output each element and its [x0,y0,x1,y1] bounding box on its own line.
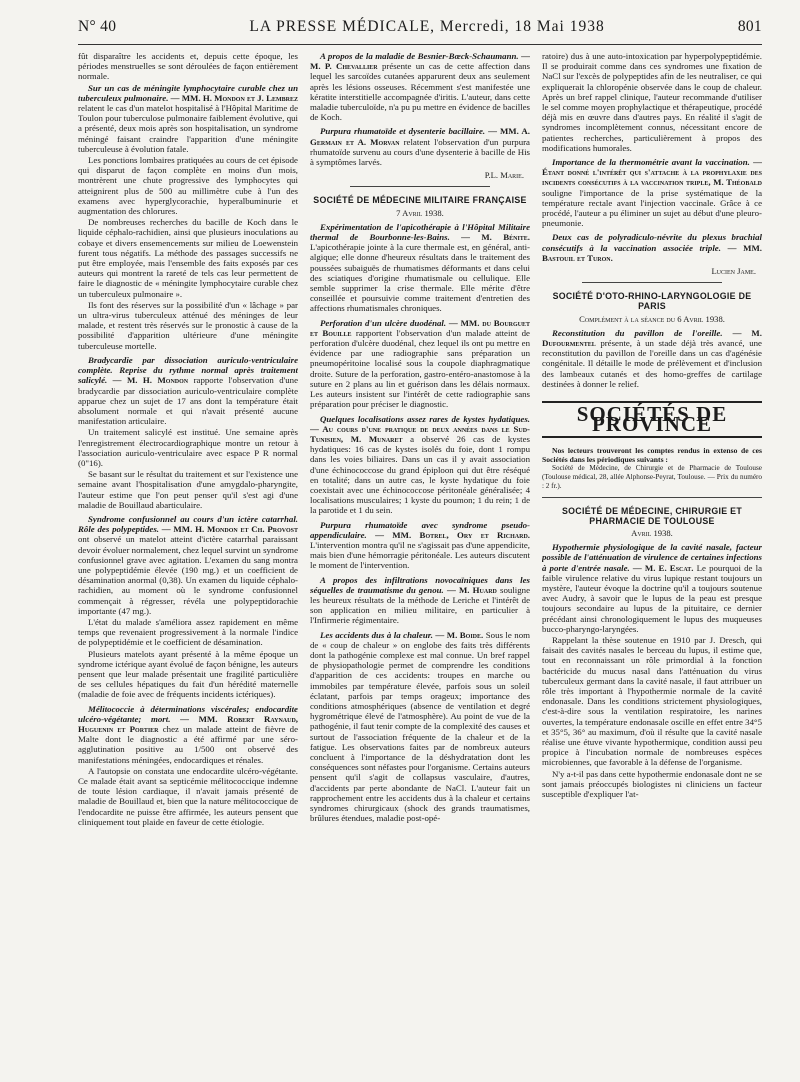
article-title: Les accidents dus à la chaleur. [320,629,433,640]
article-title: Reconstitution du pavillon de l'oreille. [552,327,723,338]
society-heading: SOCIÉTÉ D'OTO-RHINO-LARYNGOLOGIE DE PARIS [552,291,752,312]
society-heading: SOCIÉTÉ DE MÉDECINE MILITAIRE FRANÇAISE [313,195,527,206]
article-authors: — M. Huard [446,584,497,595]
article-authors: — M. E. Escat. [632,562,694,573]
paragraph: Rappelant la thèse soutenue en 1910 par J. Dresch, qui faisait des cavités nasales le berceau du lupus, il estime que, tout en reconnaissant un rôle primordial à la fonction bactéricide du mucus nasal dans l'atténuation du virus tuberculeux germant dans la cavité nasale, il faut attribuer un rôle très important à l'hypothermie normale de la cavité endonasale. Dans les conditions strictement physiologiques, c'est-à-dire sous la ventilation respiratoire, les narines ouvertes, la température endonasale oscille en effet entre 34°5 et 35°5, 36° au maximum, d'où il résulte que la cavité nasale réalise une étuve vivante hypothermique, condition aussi peu propice à l'incubation normale de nombreuses espèces microbiennes, que favorable à la défense de l'organisme. [542,634,762,768]
article-text: relatent l'observation d'un purpura rhumatoïde survenu au cours d'une dysenterie à bacille de His à symptômes larvés. [310,136,530,168]
article-title: Mélitococcie à déterminations viscérales; endocardite ulcéro-végétante; mort. [78,703,298,724]
columns [78,51,762,1077]
article-authors: — M. P. Chevallier [310,51,530,72]
article-authors: — Au cours d'une pratique de deux années dans le Sud-Tunisien, M. Munaret [310,423,530,444]
signature: P.L. Marie. [484,170,524,181]
article-authors: — MM. H. Mondon et Ch. Provost [161,524,298,535]
article-authors: — Étant donné l'intérêt qui s'attache à la prophylaxie des incidents consécutifs à la vaccination triple, M. Théobald [542,157,762,188]
divider [350,186,490,187]
article [542,542,762,634]
article-title: Sur un cas de méningite lymphocytaire curable chez un tuberculeux pulmonaire. [78,82,298,103]
column-2 [310,51,530,1077]
paragraph: Un traitement salicylé est institué. Une semaine après l'enregistrement électrocardiographique montre un retour à l'association auriculo-ventriculaire avec espace P R normal (0"16). [78,427,298,468]
article [310,575,530,626]
article-title: Purpura rhumatoïde avec syndrome pseudo-appendiculaire. [310,519,530,540]
column-3 [542,51,762,1077]
article [310,51,530,122]
article [310,318,530,410]
article-title: Hypothermie physiologique de la cavité nasale, facteur possible de l'atténuation de virulence de certaines infections à porte d'entrée nasale. [542,542,762,573]
article-text: relatent le cas d'un matelot hospitalisé à l'Hôpital Maritime de Toulon pour tuberculose pulmonaire faiblement évolutive, qui a présenté, deux mois après son hospitalisation, un syndrome méningé faisant craindre l'apparition d'une méningite tuberculeuse à évolution fatale. [78,103,298,154]
article-authors: — MM. Bastouil et Turon. [542,242,762,263]
article-text: rapporte l'observation d'une bradycardie par dissociation auriculo-ventriculaire complète apparue chez un sujet de 17 ans dont la température était absolument normale et qui n'avait présenté aucune manifestation articulaire. [78,375,298,427]
article-authors: — M. Boide. [435,629,484,640]
article [310,222,530,314]
article-authors: — MM. du Bourguet et Bouille [310,317,530,338]
paragraph: ratoire) dus à une auto-intoxication par hyperpolypeptidémie. Il se produirait comme dans ces syndromes une fixation de NaCl sur l'excès de polypeptides afin de les neutraliser, ce qui expliquerait la chloropénie observée dans le coup de chaleur. Après un bref rappel clinique, l'auteur recommande d'utiliser le sel comme moyen prophylactique et thérapeutique, procédé déjà mis en œuvre dans d'autres pays. En réalité il s'agit de syndromes incomplètement connus, nécessitant encore de patientes recherches, particulièrement à propos des modifications humorales. [542,51,762,153]
notice-text: Nos lecteurs trouveront les comptes rendus in extenso de ces Sociétés dans les périodiques suivants : [542,445,762,464]
article-text: a observé 26 cas de kystes hydatiques: 16 cas de kystes isolés du foie, dont 1 rompu dans les voies biliaires. Dans un cas il y avait association d'une échinococcose du grand épiploon qui dut être réséqué en totalité; dans un autre cas, le kyste hydatique du foie coexistait avec une échinococcose péritonéale généralisée; 4 localisations musculaires; 1 kyste du poumon; 1 du rein; 1 de la parotide et 1 du sein. [310,433,530,516]
article-authors: — M. H. Mondon [112,375,189,386]
divider [582,282,722,283]
page-number: 801 [737,18,762,35]
notice [542,446,762,491]
article-title: A propos des infiltrations novocaïniques dans les séquelles de traumatisme du genou. [310,574,530,595]
paragraph: Plusieurs matelots ayant présenté à la même époque un syndrome ictérique ayant évolué de façon bénigne, les auteurs pensent que leur malade présentait une fragilité particulière de ses cellules hépatiques du fait d'un hérédité maternelle (maladie de foie avec de fréquents incidents ictériques). [78,648,298,700]
article [78,514,298,616]
section-heading: SOCIÉTÉS DE PROVINCE [542,401,762,437]
article-title: Purpura rhumatoïde et dysenterie bacillaire. [320,126,486,137]
article [310,414,530,516]
session-date: Complément à la séance du 6 Avril 1938. [579,313,725,324]
issue-number: N° 40 [78,18,117,35]
notice-text: Société de Médecine, de Chirurgie et de Pharmacie de Toulouse (Toulouse médical, 28, allée Alphonse-Peyrat, Toulouse. — Prix du numéro : 2 fr.). [542,463,762,490]
article [78,83,298,154]
article-authors: — M. Dufourmentel [542,327,762,349]
article-text: souligne les heureux résultats de la méthode de Leriche et l'intérêt de son application en milieu militaire, en particulier à l'Infirmerie régimentaire. [310,584,530,626]
article-title: Syndrome confusionnel au cours d'un ictère catarrhal. Rôle des polypeptides. [78,513,298,535]
article-text: souligne l'importance de la prise systématique de la température rectale avant l'injection vaccinale. Grâce à ce procédé, l'auteur a pu éliminer un sujet au début d'une pleuro-pneumonie. [542,187,762,229]
article-text: ont observé un matelot atteint d'ictère catarrhal paraissant devoir évoluer normalement, chez lequel survint un syndrome confusionnel grave avec agitation. L'examen du sang montra une polypeptidémie élevée (190 mg.) et un coefficient de désamination anormal (0,38). Un examen du liquide céphalo-rachidien, au moment où le syndrome confusionnel commençait à régresser, révéla une polypeptidorachie importante (47 mg.). [78,534,298,616]
article [542,232,762,263]
article-title: Expérimentation de l'apicothérapie à l'Hôpital Militaire thermal de Bourbonne-les-Bains. [310,221,530,243]
session-date: 7 Avril 1938. [396,207,444,218]
article-title: Importance de la thermométrie avant la vaccination. [552,157,750,168]
article [310,520,530,571]
paragraph: N'y a-t-il pas dans cette hypothermie endonasale dont ne se sont jamais préoccupés biologistes ni cliniciens un facteur susceptible d'expliquer l'at- [542,768,762,799]
page-header [78,18,762,45]
article [542,328,762,389]
article-title: Deux cas de polyradiculo-névrite du plexus brachial consécutifs à la vaccination associée triple. [542,232,762,253]
article-text: présente un cas de cette affection dans lequel les sarcoïdes cutanées apparurent deux ans seulement après les lésions osseuses. Récemment s'est manifestée une kératite interstitielle accompagnée d'iritis. L'auteur, dans cette maladie tuberculoïde, n'a pu pu mettre en évidence de bacilles de Koch. [310,61,530,123]
divider [542,497,762,498]
article-authors: — M. Bénite. [461,232,530,243]
paragraph: Ils font des réserves sur la possibilité d'un « lâchage » par un ultra-virus tuberculeux atténué des méninges de leur malade, et restent très réservés sur le pronostic à cause de la possibilité d'apparition ultérieure d'une méningite tuberculeuse mortelle. [78,299,298,351]
article-text: présente, à un stade déjà très avancé, une reconstitution du pavillon de l'oreille dans un cas d'agénésie congénitale. Il détaille le mode de prélèvement et d'inclusion des lambeaux cutanés et des homo-greffes de cartilage destinées à donner le relief. [542,338,762,389]
paragraph: De nombreuses recherches du bacille de Koch dans le liquide céphalo-rachidien, ainsi que plusieurs inoculations au cobaye et divers ensemencements sur milieu de Loewenstein furent tous négatifs. La méthode des passages successifs ne put être employée, mais l'ensemble des faits exposés par ces auteurs qui montrent la rareté de tels cas leur permettent de faire le diagnostic de « méningite lymphocytaire curable chez un tuberculeux pulmonaire ». [78,217,298,299]
article-text: Le pourquoi de la faible virulence relative du virus lupique restant toujours un mystère, l'auteur évoque la doctrine qu'il a toujours soutenue avec Audry, à savoir que le lupus de la peau est presque toujours secondaire au lupus de la pituitaire, ce dernier précédant ainsi chronologiquement le lupus des muqueuses bucco-pharyngo-laryngées. [542,562,762,634]
journal-title: LA PRESSE MÉDICALE, Mercredi, 18 Mai 1938 [249,18,605,35]
article-text: L'apicothérapie jointe à la cure thermale est, en général, anti-algique; elle donne d'heureux résultats dans le traitement des poussées subaiguës de rhumatismes déformants et dans celui des sciatiques d'origine rhumatismale ou cellulique. Elle semble supprimer la crise thermale. Elle mérite d'être conseillée et poursuivie comme traitement d'entretien des affections rhumatismales chroniques. [310,242,530,314]
paragraph: Les ponctions lombaires pratiquées au cours de cet épisode qui disparut de façon complète en moins d'un mois, montrèrent une chute progressive des lymphocytes qui atteignirent plus de 500 au millimètre cube à l'un des examens avec hyperglycorachie, hyperalbuminurie et augmentation des chlorures. [78,155,298,217]
article-authors: — MM. H. Mondon et J. Lembrez [170,92,298,103]
article-text: chez un malade atteint de fièvre de Malte dont le diagnostic a été affirmé par une séro-agglutination positive au 1/500 ont observé des manifestations méningées, endocardiques et rénales. [78,724,298,765]
signature: Lucien Jame. [711,266,756,277]
article-text: Sous le nom de « coup de chaleur » on englobe des faits très différents dont la pathogénie complexe est mal connue. Un bref rappel de physiopathologie permet de comprendre les conditions d'apparition de ces accidents: troupes en marche ou immobiles par température élevée, parfois sous un soleil éclatant, parfois par temps orageux; importance des conditions atmosphériques (absence de ventilation et degré hygrométrique élevé de l'atmosphère). Au point de vue de la pathogénie, il faut tenir compte de la complexité des causes et surtout de l'association fréquente de la chaleur et de la fatigue. Les observations faites par de nombreux auteurs concluent à l'importance de la déshydratation dont les conséquences sont néfastes pour l'organisme. Certains auteurs pensent qu'il s'agit de collapsus vasculaire, d'autres, d'accidents par perte abondante de NaCl. L'auteur fait un rapprochement entre les accidents dus à la chaleur et certains syndromes chirurgicaux (shock des grands traumatismes, brûlures étendues, maladie post-opé- [310,629,530,824]
article-authors: — MM. Botrel, Ory et Richard. [375,529,530,540]
paragraph: fût disparaître les accidents et, depuis cette époque, les périodes menstruelles se sont déroulées de façon entièrement normale. [78,51,298,82]
paragraph: L'état du malade s'améliora assez rapidement en même temps que revenaient progressivement à la normale l'indice de polypeptidémie et le coefficient de désamination. [78,616,298,648]
article [542,157,762,228]
article-title: A propos de la maladie de Besnier-Bœck-Schaumann. [320,51,519,61]
article-text: rapportent l'observation d'un malade atteint de perforation d'ulcère duodénal, chez lequel ils ont pu mettre en évidence par une radiographie sans préparation un pneumopéritoine localisé sous la coupole diaphragmatique droite. Suture de la perforation, gastro-entéro-anastomose à la suture en 2 plans au lin et guérison dans les délais normaux. Les auteurs insistent sur l'intérêt de cette radiographie sans préparation pour préciser le diagnostic. [310,327,530,410]
article [310,126,530,167]
article-authors: — MM. Robert Raynaud, Huguenin et Portier [78,713,298,734]
article-text: L'intervention montra qu'il ne s'agissait pas d'une appendicite, mais bien d'une hémorragie péritonéale. Les auteurs discutent le moment de l'intervention. [310,539,530,571]
article-title: Bradycardie par dissociation auriculo-ventriculaire complète. Reprise du rythme normal après traitement salicylé. [78,354,298,386]
article-authors: — MM. A. Germain et A. Morvan [310,126,530,147]
society-heading: SOCIÉTÉ DE MÉDECINE, CHIRURGIE ET PHARMACIE DE TOULOUSE [562,505,742,526]
paragraph: Se basant sur le résultat du traitement et sur l'existence une semaine avant l'hospitalisation d'une amygdalo-pharyngite, l'auteur estime que l'on peut penser qu'il s'est agi d'une maladie de Bouillaud abarticulaire. [78,469,298,510]
column-1 [78,51,298,1077]
session-date: Avril 1938. [631,527,673,538]
article [310,630,530,824]
article-title: Quelques localisations assez rares de kystes hydatiques. [320,413,530,424]
article-title: Perforation d'un ulcère duodénal. [320,317,447,328]
article [78,355,298,426]
paragraph: A l'autopsie on constata une endocardite ulcéro-végétante. Ce malade était avant sa septicémie mélitococcique indemne de toute lésion cardiaque, il n'avait jamais présenté de maladie de Bouillaud et, bien que la nature mélitococcique de l'endocardite ne puisse être affirmée, les auteurs pensent que cliniquement tout plaide en faveur de cette étiologie. [78,765,298,827]
article [78,704,298,765]
